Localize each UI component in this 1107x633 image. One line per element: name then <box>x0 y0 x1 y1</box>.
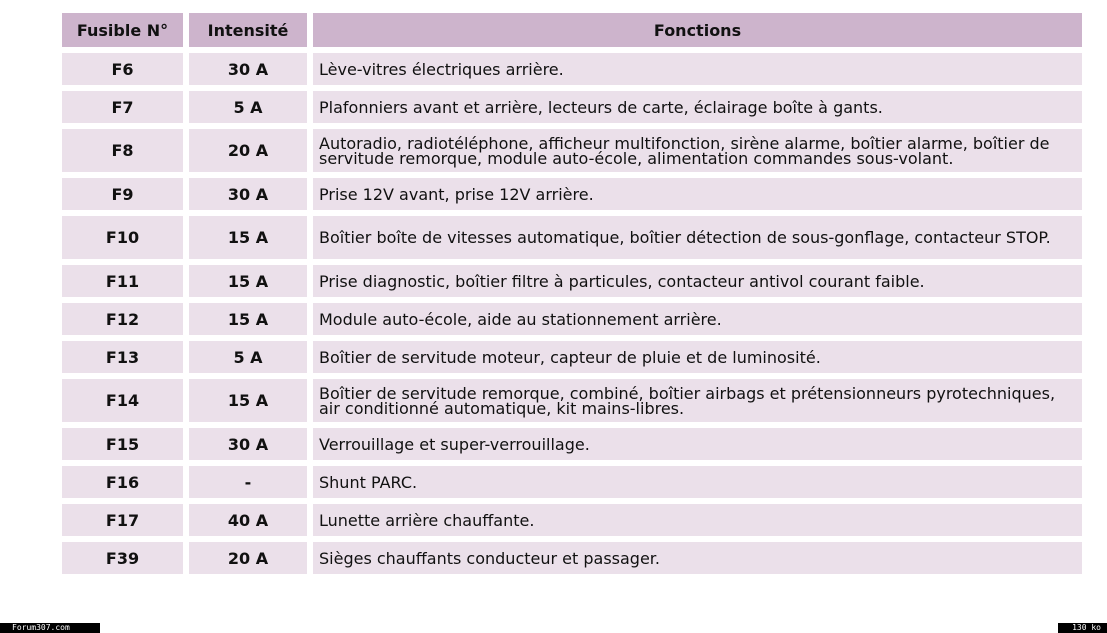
fuse-number: F11 <box>62 265 183 297</box>
fuse-number: F6 <box>62 53 183 85</box>
table-row <box>62 91 1082 123</box>
table-header-row <box>62 13 1082 47</box>
table-row <box>62 53 1082 85</box>
fuse-intensity: 15 A <box>189 265 307 297</box>
fuse-function: Sièges chauffants conducteur et passager. <box>313 542 1082 574</box>
fuse-intensity: 40 A <box>189 504 307 536</box>
table-row <box>62 504 1082 536</box>
fuse-intensity: - <box>189 466 307 498</box>
fuse-intensity: 5 A <box>189 341 307 373</box>
fuse-number: F12 <box>62 303 183 335</box>
fuse-function: Boîtier de servitude remorque, combiné, boîtier airbags et prétensionneurs pyrotechniques, air conditionné automatique, kit mains-libres. <box>313 379 1082 422</box>
fuse-function: Module auto-école, aide au stationnement arrière. <box>313 303 1082 335</box>
fuse-number: F7 <box>62 91 183 123</box>
fuse-intensity: 30 A <box>189 53 307 85</box>
fuse-function: Prise 12V avant, prise 12V arrière. <box>313 178 1082 210</box>
fuse-intensity: 20 A <box>189 542 307 574</box>
fuse-function: Autoradio, radiotéléphone, afficheur multifonction, sirène alarme, boîtier alarme, boîtier de servitude remorque, module auto-école, alimentation commandes sous-volant. <box>313 129 1082 172</box>
fuse-function: Lève-vitres électriques arrière. <box>313 53 1082 85</box>
fuse-number: F13 <box>62 341 183 373</box>
fuse-intensity: 20 A <box>189 129 307 172</box>
fuse-intensity: 5 A <box>189 91 307 123</box>
fuse-function: Lunette arrière chauffante. <box>313 504 1082 536</box>
fuse-number: F14 <box>62 379 183 422</box>
table-row <box>62 542 1082 574</box>
fuse-number: F8 <box>62 129 183 172</box>
footer-size-label: 130 ko <box>1058 623 1107 633</box>
table-row <box>62 466 1082 498</box>
fuse-intensity: 15 A <box>189 303 307 335</box>
fuse-number: F10 <box>62 216 183 259</box>
table-row <box>62 428 1082 460</box>
table-row <box>62 129 1082 172</box>
fuse-function: Boîtier de servitude moteur, capteur de pluie et de luminosité. <box>313 341 1082 373</box>
fuse-intensity: 30 A <box>189 428 307 460</box>
fuse-intensity: 15 A <box>189 379 307 422</box>
fuse-number: F15 <box>62 428 183 460</box>
fuse-table <box>62 13 1082 580</box>
fuse-intensity: 30 A <box>189 178 307 210</box>
table-row <box>62 216 1082 259</box>
header-intensity: Intensité <box>189 13 307 47</box>
fuse-number: F16 <box>62 466 183 498</box>
fuse-intensity: 15 A <box>189 216 307 259</box>
fuse-function: Plafonniers avant et arrière, lecteurs de carte, éclairage boîte à gants. <box>313 91 1082 123</box>
header-functions: Fonctions <box>313 13 1082 47</box>
footer-site-label: Forum307.com <box>0 623 100 633</box>
fuse-number: F9 <box>62 178 183 210</box>
table-row <box>62 379 1082 422</box>
header-fuse: Fusible N° <box>62 13 183 47</box>
table-row <box>62 341 1082 373</box>
fuse-function: Boîtier boîte de vitesses automatique, boîtier détection de sous-gonflage, contacteur STOP. <box>313 216 1082 259</box>
table-row <box>62 178 1082 210</box>
fuse-function: Prise diagnostic, boîtier filtre à particules, contacteur antivol courant faible. <box>313 265 1082 297</box>
table-row <box>62 303 1082 335</box>
table-row <box>62 265 1082 297</box>
fuse-function: Shunt PARC. <box>313 466 1082 498</box>
fuse-number: F39 <box>62 542 183 574</box>
fuse-function: Verrouillage et super-verrouillage. <box>313 428 1082 460</box>
fuse-number: F17 <box>62 504 183 536</box>
